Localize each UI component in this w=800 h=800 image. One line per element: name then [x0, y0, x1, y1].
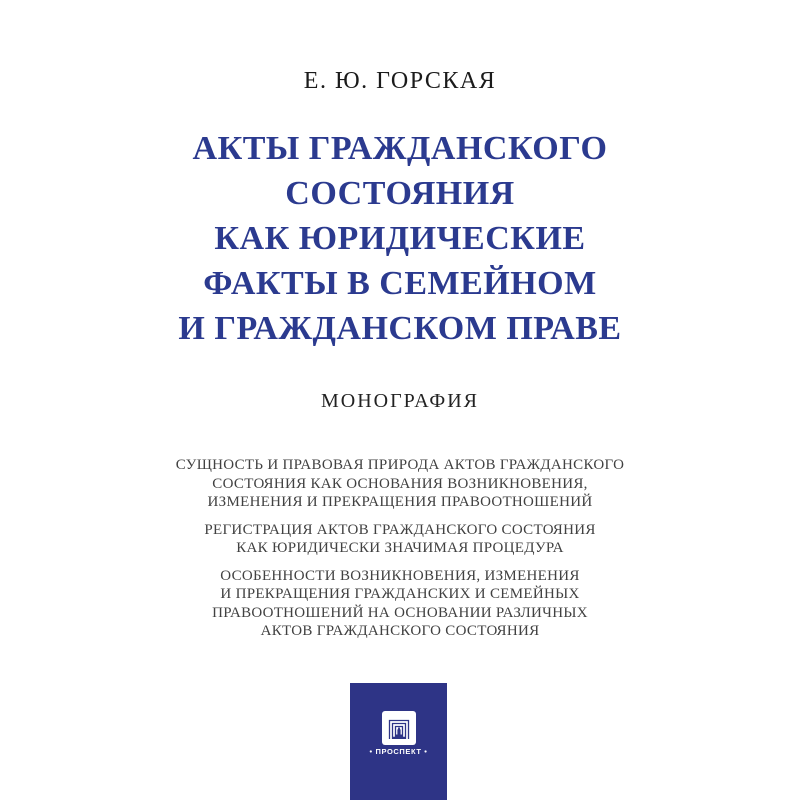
topic-line: СОСТОЯНИЯ КАК ОСНОВАНИЯ ВОЗНИКНОВЕНИЯ,	[212, 475, 588, 492]
topics-list	[150, 456, 650, 650]
title-line: СОСТОЯНИЯ	[285, 175, 515, 212]
prospekt-arch-logo-icon	[382, 711, 416, 745]
topic-item	[150, 456, 650, 512]
topic-line: ОСОБЕННОСТИ ВОЗНИКНОВЕНИЯ, ИЗМЕНЕНИЯ	[220, 567, 580, 584]
subtitle-monograph: МОНОГРАФИЯ	[320, 390, 479, 412]
topic-line: РЕГИСТРАЦИЯ АКТОВ ГРАЖДАНСКОГО СОСТОЯНИЯ	[204, 521, 596, 538]
topic-item	[150, 567, 650, 641]
author-name: Е. Ю. ГОРСКАЯ	[303, 68, 497, 94]
title-line: ФАКТЫ В СЕМЕЙНОМ	[203, 265, 597, 302]
book-title	[0, 126, 800, 351]
title-line: КАК ЮРИДИЧЕСКИЕ	[214, 220, 586, 257]
topic-line: И ПРЕКРАЩЕНИЯ ГРАЖДАНСКИХ И СЕМЕЙНЫХ	[220, 586, 580, 602]
publisher-logo-block	[350, 683, 447, 800]
topic-line: КАК ЮРИДИЧЕСКИ ЗНАЧИМАЯ ПРОЦЕДУРА	[236, 540, 564, 556]
title-line: И ГРАЖДАНСКОМ ПРАВЕ	[178, 310, 622, 347]
topic-line: ИЗМЕНЕНИЯ И ПРЕКРАЩЕНИЯ ПРАВООТНОШЕНИЙ	[207, 494, 593, 510]
topic-line: АКТОВ ГРАЖДАНСКОГО СОСТОЯНИЯ	[260, 623, 540, 639]
title-line: АКТЫ ГРАЖДАНСКОГО	[192, 130, 608, 167]
topic-line: СУЩНОСТЬ И ПРАВОВАЯ ПРИРОДА АКТОВ ГРАЖДАНСКОГО	[175, 457, 625, 473]
publisher-name-label: • ПРОСПЕКТ •	[369, 747, 428, 756]
topic-item	[150, 521, 650, 558]
topic-line: ПРАВООТНОШЕНИЙ НА ОСНОВАНИИ РАЗЛИЧНЫХ	[212, 604, 588, 621]
